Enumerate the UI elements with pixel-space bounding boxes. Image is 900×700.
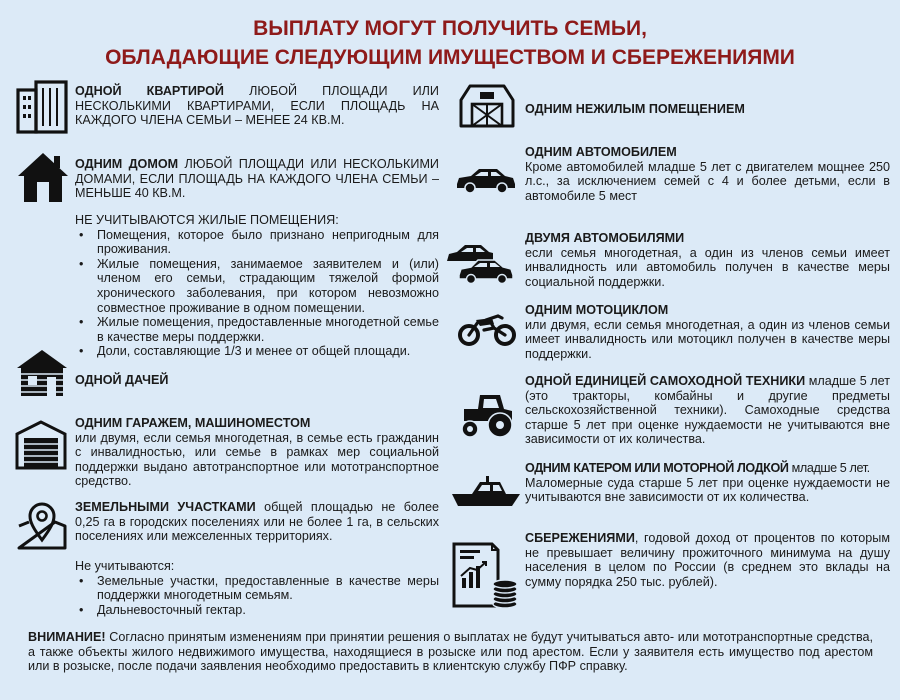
land-not-counted-item: • Дальневосточный гектар. xyxy=(75,603,439,618)
selfprop-block xyxy=(525,374,890,447)
savings-block xyxy=(525,531,890,589)
moto-heading: ОДНИМ МОТОЦИКЛОМ xyxy=(525,303,669,317)
boat-heading-suffix: младше 5 лет. xyxy=(788,461,870,475)
location-pin-icon xyxy=(15,500,69,550)
apartment-block xyxy=(75,84,439,128)
not-counted-item: • Жилые помещения, предоставленные многодетной семье в качестве меры поддержки. xyxy=(75,315,439,344)
apartment-text: ЛЮБОЙ ПЛОЩАДИ ИЛИ НЕСКОЛЬКИМИ КВАРТИРАМИ, ЕСЛИ ПЛОЩАДЬ НА КАЖДОГО ЧЛЕНА СЕМЬИ – МЕНЕЕ 24 КВ.М. xyxy=(75,84,439,128)
dacha-heading: ОДНОЙ ДАЧЕЙ xyxy=(75,373,169,387)
savings-document-icon xyxy=(450,540,522,610)
boat-heading: ОДНИМ КАТЕРОМ ИЛИ МОТОРНОЙ ЛОДКОЙ xyxy=(525,461,789,475)
barn-icon xyxy=(458,82,516,128)
two-cars-block xyxy=(525,231,890,289)
not-counted-item: • Доли, составляющие 1/3 и менее от общей площади. xyxy=(75,344,439,359)
motorcycle-icon xyxy=(458,308,516,346)
house-text: ЛЮБОЙ ПЛОЩАДИ ИЛИ НЕСКОЛЬКИМИ ДОМАМИ, ЕСЛИ ПЛОЩАДЬ НА КАЖДОГО ЧЛЕНА СЕМЬИ – МЕНЬШЕ 40 КВ.М. xyxy=(75,157,439,201)
boat-block xyxy=(525,461,890,505)
car-text: Кроме автомобилей младше 5 лет с двигателем мощнее 250 л.с., за исключением семей с 4 и более детьми, если в автомобиле 5 мест xyxy=(525,159,890,203)
log-cabin-icon xyxy=(15,348,69,398)
not-counted-block xyxy=(75,213,439,359)
warning-note xyxy=(28,630,873,674)
page-title xyxy=(0,14,900,72)
boat-text: Маломерные суда старше 5 лет при оценке нуждаемости не учитываются вне зависимости от их количества. xyxy=(525,475,890,505)
land-block xyxy=(75,500,439,544)
not-counted-list xyxy=(75,228,439,359)
selfprop-text: младше 5 лет (это тракторы, комбайны и другие предметы сельскохозяйственной техники). Самоходные средства старше 5 лет при оценке нуждаемости не учитываются вне зависимости от их количества. xyxy=(525,374,890,447)
boat-icon xyxy=(450,474,522,508)
garage-text: или двумя, если семья многодетная, в семье есть гражданин с инвалидностью, или семье в рамках мер социальной поддержки выдано автотранспортное или мототранспортное средство. xyxy=(75,430,439,489)
boat-heading-line xyxy=(525,461,890,476)
two-cars-heading: ДВУМЯ АВТОМОБИЛЯМИ xyxy=(525,231,685,245)
not-counted-heading: НЕ УЧИТЫВАЮТСЯ ЖИЛЫЕ ПОМЕЩЕНИЯ: xyxy=(75,213,339,227)
title-line-2: ОБЛАДАЮЩИЕ СЛЕДУЮЩИМ ИМУЩЕСТВОМ И СБЕРЕЖЕНИЯМИ xyxy=(105,46,795,69)
apartment-heading: ОДНОЙ КВАРТИРОЙ xyxy=(75,84,224,98)
dacha-block xyxy=(75,373,439,388)
garage-icon xyxy=(15,420,67,470)
moto-block xyxy=(525,303,890,361)
title-line-1: ВЫПЛАТУ МОГУТ ПОЛУЧИТЬ СЕМЬИ, xyxy=(253,17,647,40)
garage-block xyxy=(75,416,439,489)
land-heading: ЗЕМЕЛЬНЫМИ УЧАСТКАМИ xyxy=(75,500,256,514)
house-icon xyxy=(16,150,70,204)
moto-text: или двумя, если семья многодетная, а один из членов семьи имеет инвалидность или мотоцикл получен в качестве меры поддержки. xyxy=(525,317,890,361)
two-cars-text: если семья многодетная, а один из членов семьи имеет инвалидность или автомобиль получен в качестве меры социальной поддержки. xyxy=(525,245,890,289)
selfprop-heading: ОДНОЙ ЕДИНИЦЕЙ САМОХОДНОЙ ТЕХНИКИ xyxy=(525,374,806,388)
garage-heading: ОДНИМ ГАРАЖЕМ, МАШИНОМЕСТОМ xyxy=(75,416,311,430)
car-heading: ОДНИМ АВТОМОБИЛЕМ xyxy=(525,145,677,159)
apartment-building-icon xyxy=(16,80,68,134)
warning-text: Согласно принятым изменениям при принятии решения о выплатах не будут учитываться авто- или мототранспортные средства, а также объекты жилого недвижимого имущества, находящиеся в розыске или под арестом. Если у заявителя есть имущество под арестом или в розыске, после подачи заявления необходимо предоставить в клиентскую службу ПФР справку. xyxy=(28,630,873,674)
house-block xyxy=(75,157,439,201)
car-icon xyxy=(455,166,517,194)
land-not-counted-item: • Земельные участки, предоставленные в качестве меры поддержки многодетным семьям. xyxy=(75,574,439,603)
land-not-counted-list xyxy=(75,574,439,618)
car-block xyxy=(525,145,890,203)
tractor-icon xyxy=(456,393,518,439)
not-counted-item: • Жилые помещения, занимаемое заявителем и (или) членом его семьи, страдающим тяжелой формой хронического заболевания, при котором невозможно совместное проживание в одном помещении. xyxy=(75,257,439,315)
nonres-block xyxy=(525,102,885,117)
land-not-counted-block xyxy=(75,559,439,617)
savings-heading: СБЕРЕЖЕНИЯМИ xyxy=(525,531,635,545)
not-counted-item: • Помещения, которое было признано непригодным для проживания. xyxy=(75,228,439,257)
warning-label: ВНИМАНИЕ! xyxy=(28,630,106,644)
land-not-counted-heading: Не учитываются: xyxy=(75,559,175,573)
two-cars-icon xyxy=(445,243,517,285)
savings-text: , годовой доход от процентов по которым не превышает величину прожиточного минимума на душу населения в целом по России (в среднем это вклады на сумму порядка 250 тыс. рублей). xyxy=(525,531,890,589)
nonres-heading: ОДНИМ НЕЖИЛЫМ ПОМЕЩЕНИЕМ xyxy=(525,102,745,116)
house-heading: ОДНИМ ДОМОМ xyxy=(75,157,179,171)
land-text: общей площадью не более 0,25 га в городских поселениях или не более 1 га, в сельских поселениях или межселенных территориях. xyxy=(75,500,439,544)
